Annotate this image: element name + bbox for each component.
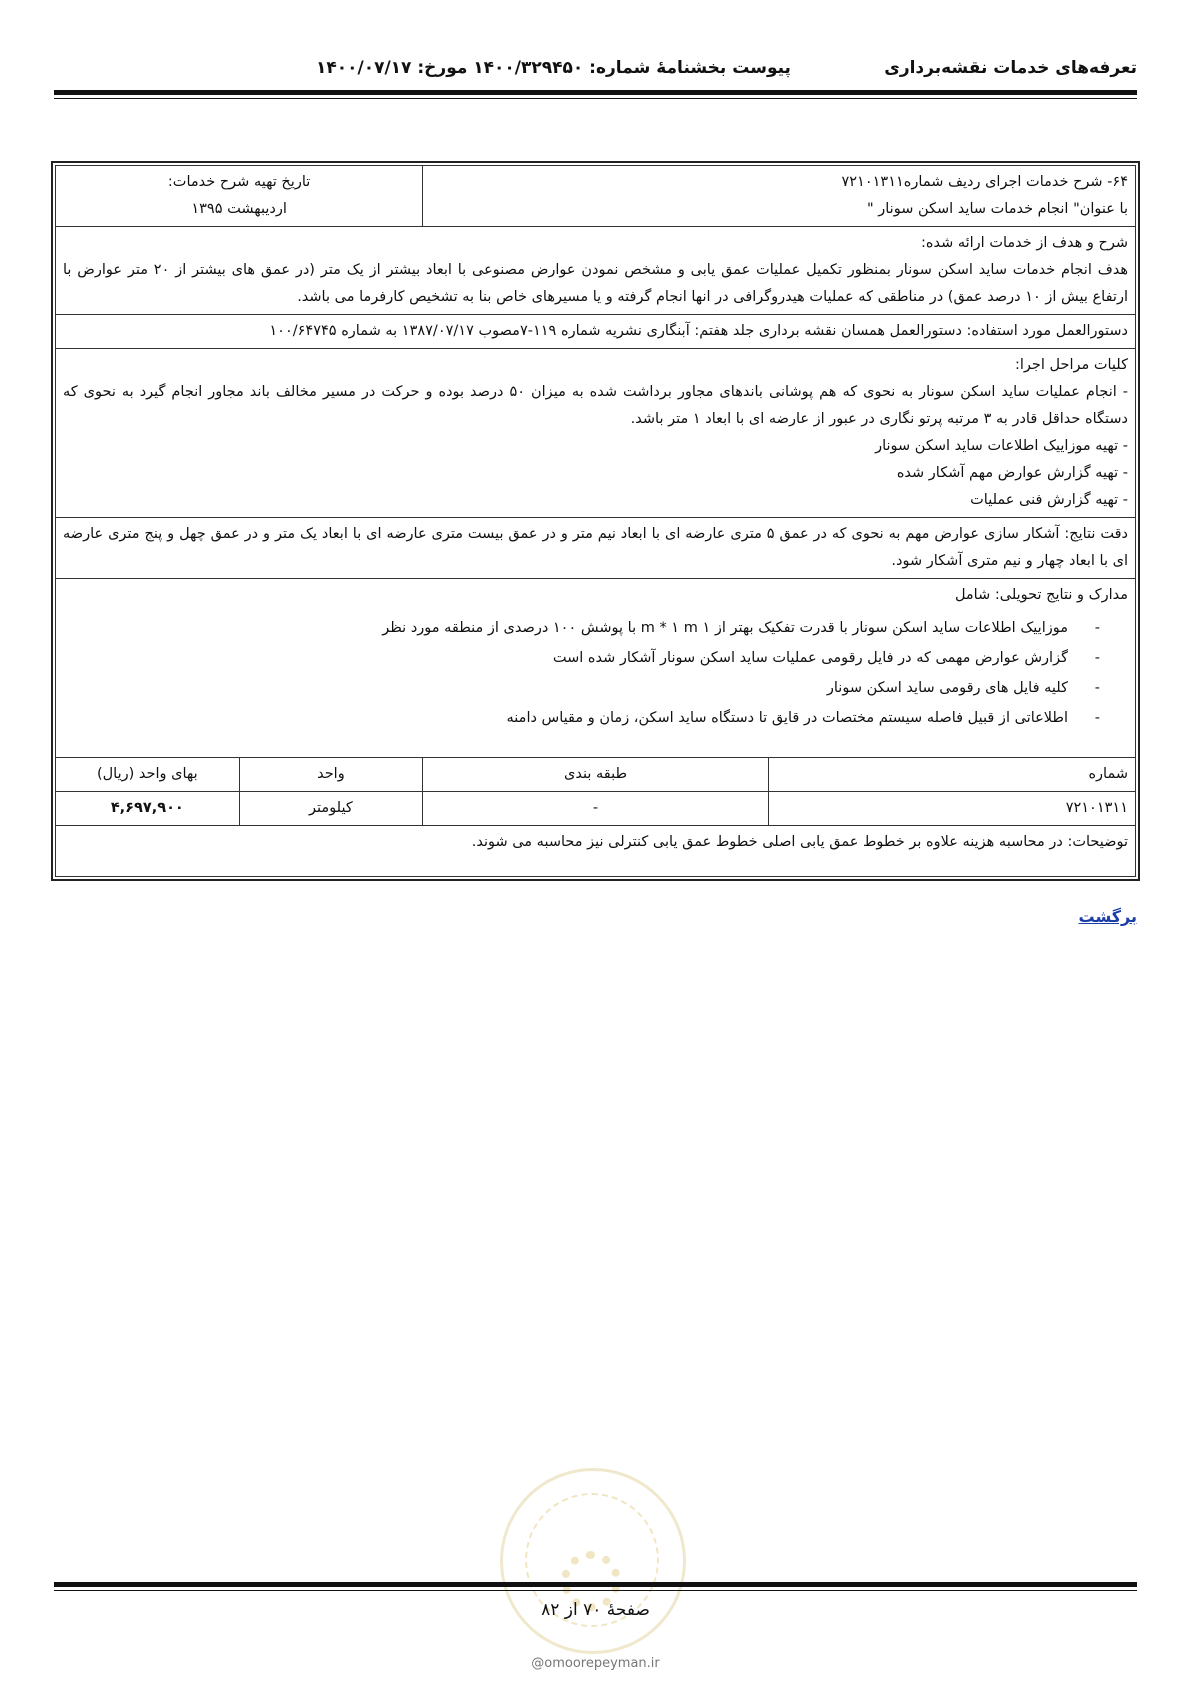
prep-date-value: اردیبهشت ۱۳۹۵ xyxy=(191,201,287,217)
back-link[interactable]: برگشت xyxy=(1078,907,1137,926)
deliverable-text: کلیه فایل های رقومی ساید اسکن سونار xyxy=(826,680,1068,696)
notes-cell: توضیحات: در محاسبه هزینه علاوه بر خطوط عمق یابی اصلی خطوط عمق یابی کنترلی نیز محاسبه می شوند. xyxy=(56,826,1136,877)
deliverable-item xyxy=(63,673,1128,703)
service-title-line2: با عنوان" انجام خدمات ساید اسکن سونار " xyxy=(866,201,1128,217)
list-dash: - xyxy=(1094,680,1100,696)
deliverable-text: اطلاعاتی از قبیل فاصله سیستم مختصات در قایق تا دستگاه ساید اسکن، زمان و مقیاس دامنه xyxy=(506,710,1068,726)
price-data-row xyxy=(56,792,1136,826)
prep-date-cell xyxy=(56,166,423,227)
header-unit: واحد xyxy=(239,758,422,791)
deliverables-cell xyxy=(56,579,1136,758)
page-number: صفحهٔ ۷۰ از ۸۲ xyxy=(541,1600,650,1620)
row-unit-price: ۴,۶۹۷,۹۰۰ xyxy=(110,800,184,816)
list-dash: - xyxy=(1094,710,1100,726)
service-title-row xyxy=(56,166,1136,227)
instruction-row xyxy=(56,315,1136,349)
header-classification: طبقه بندی xyxy=(423,758,769,792)
deliverable-text: موزاییک اطلاعات ساید اسکن سونار با قدرت تفکیک بهتر از ۱ m * ۱ m با پوشش ۱۰۰ درصدی از منطقه مورد نظر xyxy=(382,620,1068,636)
deliverables-list xyxy=(63,613,1128,733)
list-dash: - xyxy=(1094,650,1100,666)
notes-row xyxy=(56,826,1136,877)
step-item: - انجام عملیات ساید اسکن سونار به نحوی که هم پوشانی باندهای مجاور برداشت شده به میزان ۵۰ درصد بوده و حرکت در مسیر مخالف باند مجاور انجام گیرد به نحوی که دستگاه حداقل قادر به ۳ مرتبه پرتو نگاری در عبور از عارضه ای با ابعاد ۱ متر باشد. xyxy=(63,384,1128,427)
watermark-logo xyxy=(500,1468,686,1654)
price-header-row xyxy=(56,758,1136,792)
list-dash: - xyxy=(1094,620,1100,636)
step-item: - تهیه گزارش فنی عملیات xyxy=(970,492,1128,508)
footer-rule-thin xyxy=(54,1590,1137,1591)
row-classification: - xyxy=(423,792,769,826)
service-title-cell xyxy=(423,166,1136,227)
deliverable-item xyxy=(63,613,1128,643)
circular-reference: پیوست بخشنامهٔ شماره: ۱۴۰۰/۳۲۹۴۵۰ مورخ: ۱۴۰۰/۰۷/۱۷ xyxy=(316,58,791,78)
steps-row xyxy=(56,349,1136,518)
instruction-cell: دستورالعمل مورد استفاده: دستورالعمل همسان نقشه برداری جلد هفتم: آبنگاری نشریه شماره ۱۱۹-۷مصوب ۱۳۸۷/۰۷/۱۷ به شماره ۱۰۰/۶۴۷۴۵ xyxy=(56,315,1136,349)
header-rule-thin xyxy=(54,98,1137,99)
row-unit-and-price xyxy=(56,792,423,826)
row-unit: کیلومتر xyxy=(239,792,422,825)
service-title-line1: ۶۴- شرح خدمات اجرای ردیف شماره۷۲۱۰۱۳۱۱ xyxy=(841,174,1128,190)
step-item: - تهیه گزارش عوارض مهم آشکار شده xyxy=(896,465,1128,481)
prep-date-label: تاریخ تهیه شرح خدمات: xyxy=(167,174,311,190)
accuracy-cell: دقت نتایج: آشکار سازی عوارض مهم به نحوی که در عمق ۵ متری عارضه ای با ابعاد نیم متر و در عمق بیست متری عارضه ای با ابعاد یک متر و در عمق چهل و پنج متری عارضه ای با ابعاد چهار و نیم متری آشکار شود. xyxy=(56,518,1136,579)
steps-cell xyxy=(56,349,1136,518)
step-item: - تهیه موزاییک اطلاعات ساید اسکن سونار xyxy=(875,438,1128,454)
header-rule-thick xyxy=(54,90,1137,95)
deliverable-item xyxy=(63,643,1128,673)
purpose-text: هدف انجام خدمات ساید اسکن سونار بمنظور تکمیل عملیات عمق یابی و مشخص نمودن عوارض مصنوعی با ابعاد بیشتر از یک متر (در عمق های بیشتر از ۲۰ متر عوارض با ارتفاع بیش از ۱۰ درصد عمق) در مناطقی که عملیات هیدروگرافی در انها انجام گرفته و یا مسیرهای خاص بنا به تشخیص کارفرما می باشد. xyxy=(63,262,1128,305)
deliverable-item xyxy=(63,703,1128,733)
watermark-site: @omoorepeyman.ir xyxy=(531,1656,660,1671)
document-title: تعرفه‌های خدمات نقشه‌برداری xyxy=(884,58,1137,78)
steps-heading: کلیات مراحل اجرا: xyxy=(1014,357,1128,373)
service-description-frame xyxy=(51,161,1140,881)
deliverable-text: گزارش عوارض مهمی که در فایل رقومی عملیات ساید اسکن سونار آشکار شده است xyxy=(552,650,1068,666)
deliverables-heading: مدارک و نتایج تحویلی: شامل xyxy=(954,587,1128,603)
accuracy-row xyxy=(56,518,1136,579)
row-number: ۷۲۱۰۱۳۱۱ xyxy=(768,792,1135,826)
deliverables-row xyxy=(56,579,1136,758)
purpose-heading: شرح و هدف از خدمات ارائه شده: xyxy=(920,235,1128,251)
purpose-cell xyxy=(56,227,1136,315)
header-number: شماره xyxy=(768,758,1135,792)
footer-rule-thick xyxy=(54,1582,1137,1587)
purpose-row xyxy=(56,227,1136,315)
service-description-table xyxy=(55,165,1136,877)
header-unit-price: بهای واحد (ریال) xyxy=(96,766,198,782)
header-unit-and-price xyxy=(56,758,423,792)
